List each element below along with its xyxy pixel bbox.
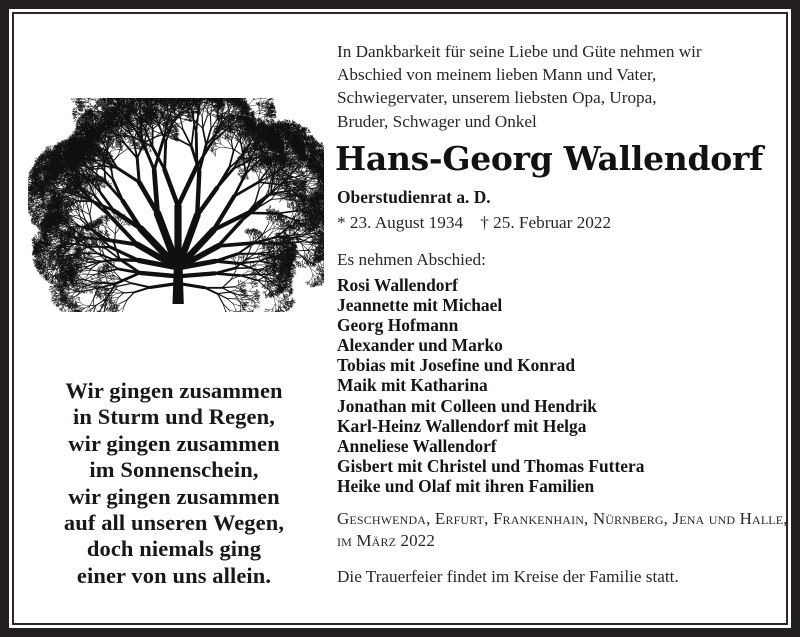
mourners-list — [337, 275, 767, 496]
birth-death-dates: * 23. August 1934 † 25. Februar 2022 — [337, 213, 612, 232]
mourner-name: Karl-Heinz Wallendorf mit Helga — [337, 415, 587, 436]
poem-line: im Sonnenschein, — [89, 457, 259, 483]
places-line: im März 2022 — [337, 530, 436, 550]
left-column — [14, 14, 332, 623]
mourner-name: Jonathan mit Colleen und Hendrik — [337, 395, 597, 416]
poem-block — [24, 378, 324, 589]
poem-line: Wir gingen zusammen — [65, 378, 283, 403]
places-and-date — [337, 508, 788, 551]
intro-text — [337, 40, 757, 133]
poem-line: in Sturm und Regen, — [73, 404, 275, 430]
poem-line: doch niemals ging — [86, 536, 262, 562]
bare-tree-silhouette-icon — [28, 98, 324, 312]
right-column — [337, 14, 786, 623]
intro-line: Abschied von meinem lieben Mann und Vater, — [337, 65, 657, 85]
deceased-title: Oberstudienrat a. D. — [337, 187, 491, 207]
intro-line: In Dankbarkeit für seine Liebe und Güte nehmen wir — [337, 42, 702, 61]
deceased-name: Hans-Georg Wallendorf — [335, 139, 763, 178]
intro-line: Bruder, Schwager und Onkel — [337, 111, 537, 131]
poem-line: einer von uns allein. — [76, 562, 272, 588]
poem-line: wir gingen zusammen — [68, 430, 280, 456]
mourner-name: Tobias mit Josefine und Konrad — [337, 355, 576, 376]
mourner-name: Maik mit Katharina — [337, 375, 488, 396]
mourner-name: Alexander und Marko — [337, 335, 503, 356]
places-line: Geschwenda, Erfurt, Frankenhain, Nürnberg, Jena und Halle, — [337, 509, 788, 528]
mourner-name: Jeannette mit Michael — [337, 295, 503, 316]
mourner-name: Gisbert mit Christel und Thomas Futtera — [337, 455, 645, 476]
intro-line: Schwiegervater, unserem liebsten Opa, Uropa, — [337, 88, 657, 108]
mourner-name: Anneliese Wallendorf — [337, 435, 497, 456]
closing-note: Die Trauerfeier findet im Kreise der Familie statt. — [337, 567, 679, 586]
mourner-name: Georg Hofmann — [337, 315, 459, 336]
poem-line: auf all unseren Wegen, — [63, 510, 285, 536]
notice-content — [14, 14, 786, 623]
mourners-lead-text: Es nehmen Abschied: — [337, 250, 486, 269]
poem-line: wir gingen zusammen — [68, 483, 280, 509]
mourner-name: Heike und Olaf mit ihren Familien — [337, 475, 595, 496]
mourner-name: Rosi Wallendorf — [337, 275, 458, 295]
